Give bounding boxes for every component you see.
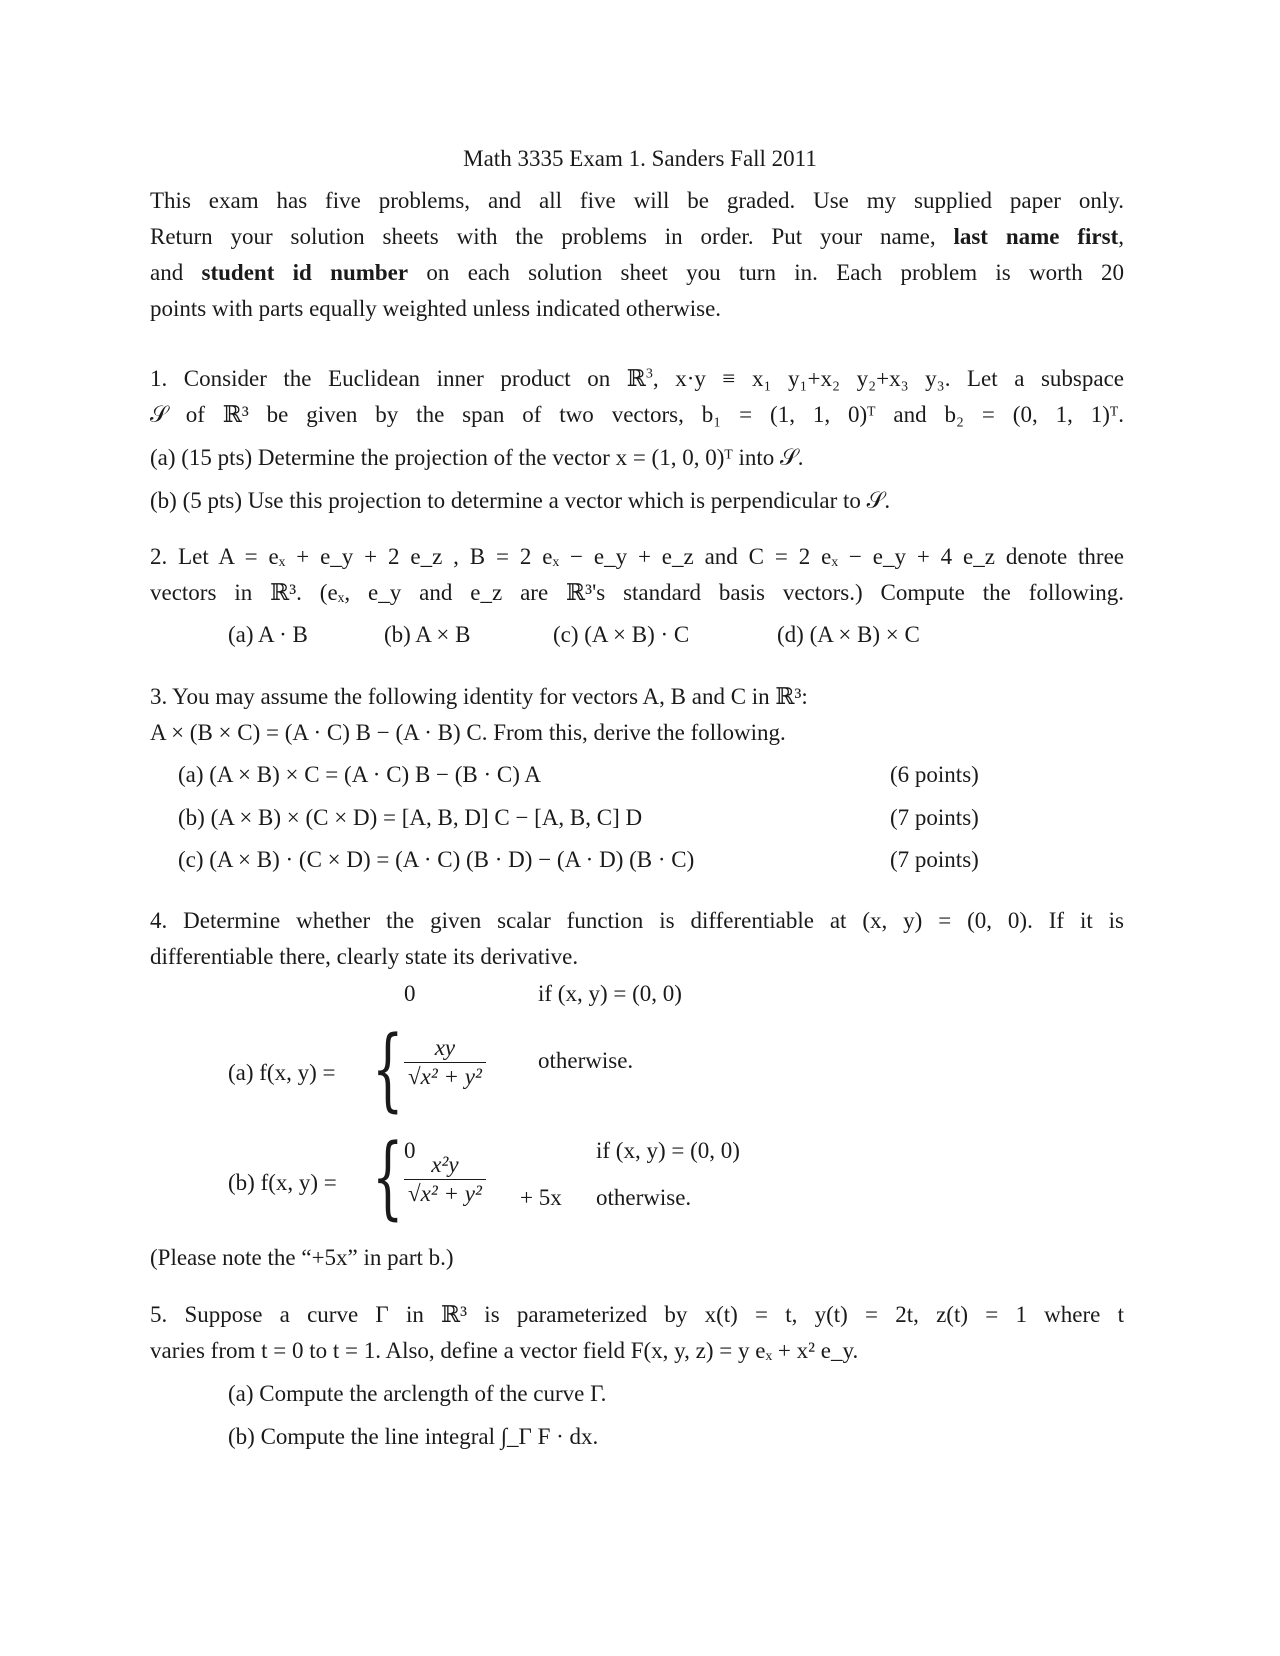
problem-4-line-2: differentiable there, clearly state its derivative.	[150, 944, 579, 969]
problem-4b-label: (b) f(x, y) =	[228, 1170, 337, 1195]
problem-1-line-1: 1. Consider the Euclidean inner product on ℝ$^3$, x·y ≡ x₁ y₁+x₂ y₂+x₃ y₃. Let a subspace	[150, 366, 1125, 391]
problem-4b-case-1-condition: if (x, y) = (0, 0)	[596, 1138, 740, 1163]
intro-emphasis-last-name: last name first	[953, 224, 1119, 249]
intro-line-2	[150, 222, 1124, 252]
problem-5-part-b: (b) Compute the line integral ∫_Γ F · dx.	[228, 1424, 599, 1449]
problem-5-part-a: (a) Compute the arclength of the curve Γ.	[228, 1381, 607, 1406]
problem-3-line-2: A × (B × C) = (A · C) B − (A · B) C. From this, derive the following.	[150, 720, 786, 745]
problem-3-part-a: (a) (A × B) × C = (A · C) B − (B · C) A	[178, 762, 542, 787]
problem-4b-fraction	[404, 1151, 486, 1208]
problem-2-part-d: (d) (A × B) × C	[777, 622, 920, 647]
intro-line-1: This exam has five problems, and all five will be graded. Use my supplied paper only.	[150, 188, 1124, 213]
problem-1-part-a: (a) (15 pts) Determine the projection of the vector x = (1, 0, 0)ᵀ into 𝒮.	[150, 445, 804, 470]
intro-line-3	[150, 258, 1124, 288]
problem-4-note: (Please note the “+5x” in part b.)	[150, 1245, 454, 1270]
problem-3-part-b: (b) (A × B) × (C × D) = [A, B, D] C − [A, B, C] D	[178, 805, 643, 830]
fraction-numerator: x²y	[431, 1152, 459, 1177]
problem-2-part-a: (a) A · B	[228, 622, 308, 647]
problem-2-part-c: (c) (A × B) · C	[553, 622, 690, 647]
problem-2-part-b: (b) A × B	[384, 622, 471, 647]
problem-4b-extra-term: + 5x	[520, 1185, 562, 1210]
problem-4a-fraction	[404, 1034, 486, 1091]
problem-1-text: 1. Consider the Euclidean inner product on ℝ	[150, 366, 646, 391]
problem-3-part-c-points: (7 points)	[890, 847, 979, 872]
intro-text: on each solution sheet you turn in. Each problem is worth 20	[408, 260, 1125, 285]
intro-text: and	[150, 260, 202, 285]
problem-4a-case-1-value: 0	[404, 981, 416, 1006]
problem-3-part-c: (c) (A × B) · (C × D) = (A · C) (B · D) − (A · D) (B · C)	[178, 847, 695, 872]
problem-3-part-b-points: (7 points)	[890, 805, 979, 830]
problem-3-part-a-points: (6 points)	[890, 762, 979, 787]
intro-emphasis-student-id: student id number	[201, 260, 409, 285]
page-title: Math 3335 Exam 1. Sanders Fall 2011	[463, 146, 817, 171]
problem-3-line-1: 3. You may assume the following identity for vectors A, B and C in ℝ³:	[150, 684, 808, 709]
fraction-numerator: xy	[434, 1035, 456, 1060]
problem-5-line-2: varies from t = 0 to t = 1. Also, define a vector field F(x, y, z) = y eₓ + x² e_y.	[150, 1338, 859, 1363]
piecewise-brace: {	[372, 1125, 404, 1230]
problem-4a-case-2-condition: otherwise.	[538, 1048, 634, 1073]
intro-text: Return your solution sheets with the problems in order. Put your name,	[150, 224, 954, 249]
problem-4a-label: (a) f(x, y) =	[228, 1060, 336, 1085]
intro-line-4: points with parts equally weighted unless indicated otherwise.	[150, 296, 722, 321]
fraction-denominator: √x² + y²	[404, 1179, 486, 1208]
piecewise-brace: {	[372, 1017, 404, 1122]
problem-2-line-2: vectors in ℝ³. (eₓ, e_y and e_z are ℝ³'s standard basis vectors.) Compute the following.	[150, 580, 1124, 605]
problem-1-text: , x·y ≡ x₁ y₁+x₂ y₂+x₃ y₃. Let a subspace	[652, 366, 1125, 391]
problem-2-line-1: 2. Let A = eₓ + e_y + 2 e_z , B = 2 eₓ − e_y + e_z and C = 2 eₓ − e_y + 4 e_z denote three	[150, 544, 1124, 569]
problem-4-line-1: 4. Determine whether the given scalar function is differentiable at (x, y) = (0, 0). If it is	[150, 908, 1124, 933]
problem-4a-case-1-condition: if (x, y) = (0, 0)	[538, 981, 682, 1006]
problem-1-line-2: 𝒮 of ℝ³ be given by the span of two vectors, b₁ = (1, 1, 0)ᵀ and b₂ = (0, 1, 1)ᵀ.	[150, 402, 1124, 427]
fraction-denominator: √x² + y²	[404, 1062, 486, 1091]
problem-4b-case-1-value: 0	[404, 1138, 416, 1163]
problem-4b-case-2-condition: otherwise.	[596, 1185, 692, 1210]
problem-1-part-b: (b) (5 pts) Use this projection to determine a vector which is perpendicular to 𝒮.	[150, 488, 891, 513]
problem-5-line-1: 5. Suppose a curve Γ in ℝ³ is parameterized by x(t) = t, y(t) = 2t, z(t) = 1 where t	[150, 1302, 1124, 1327]
intro-text: ,	[1118, 224, 1124, 249]
